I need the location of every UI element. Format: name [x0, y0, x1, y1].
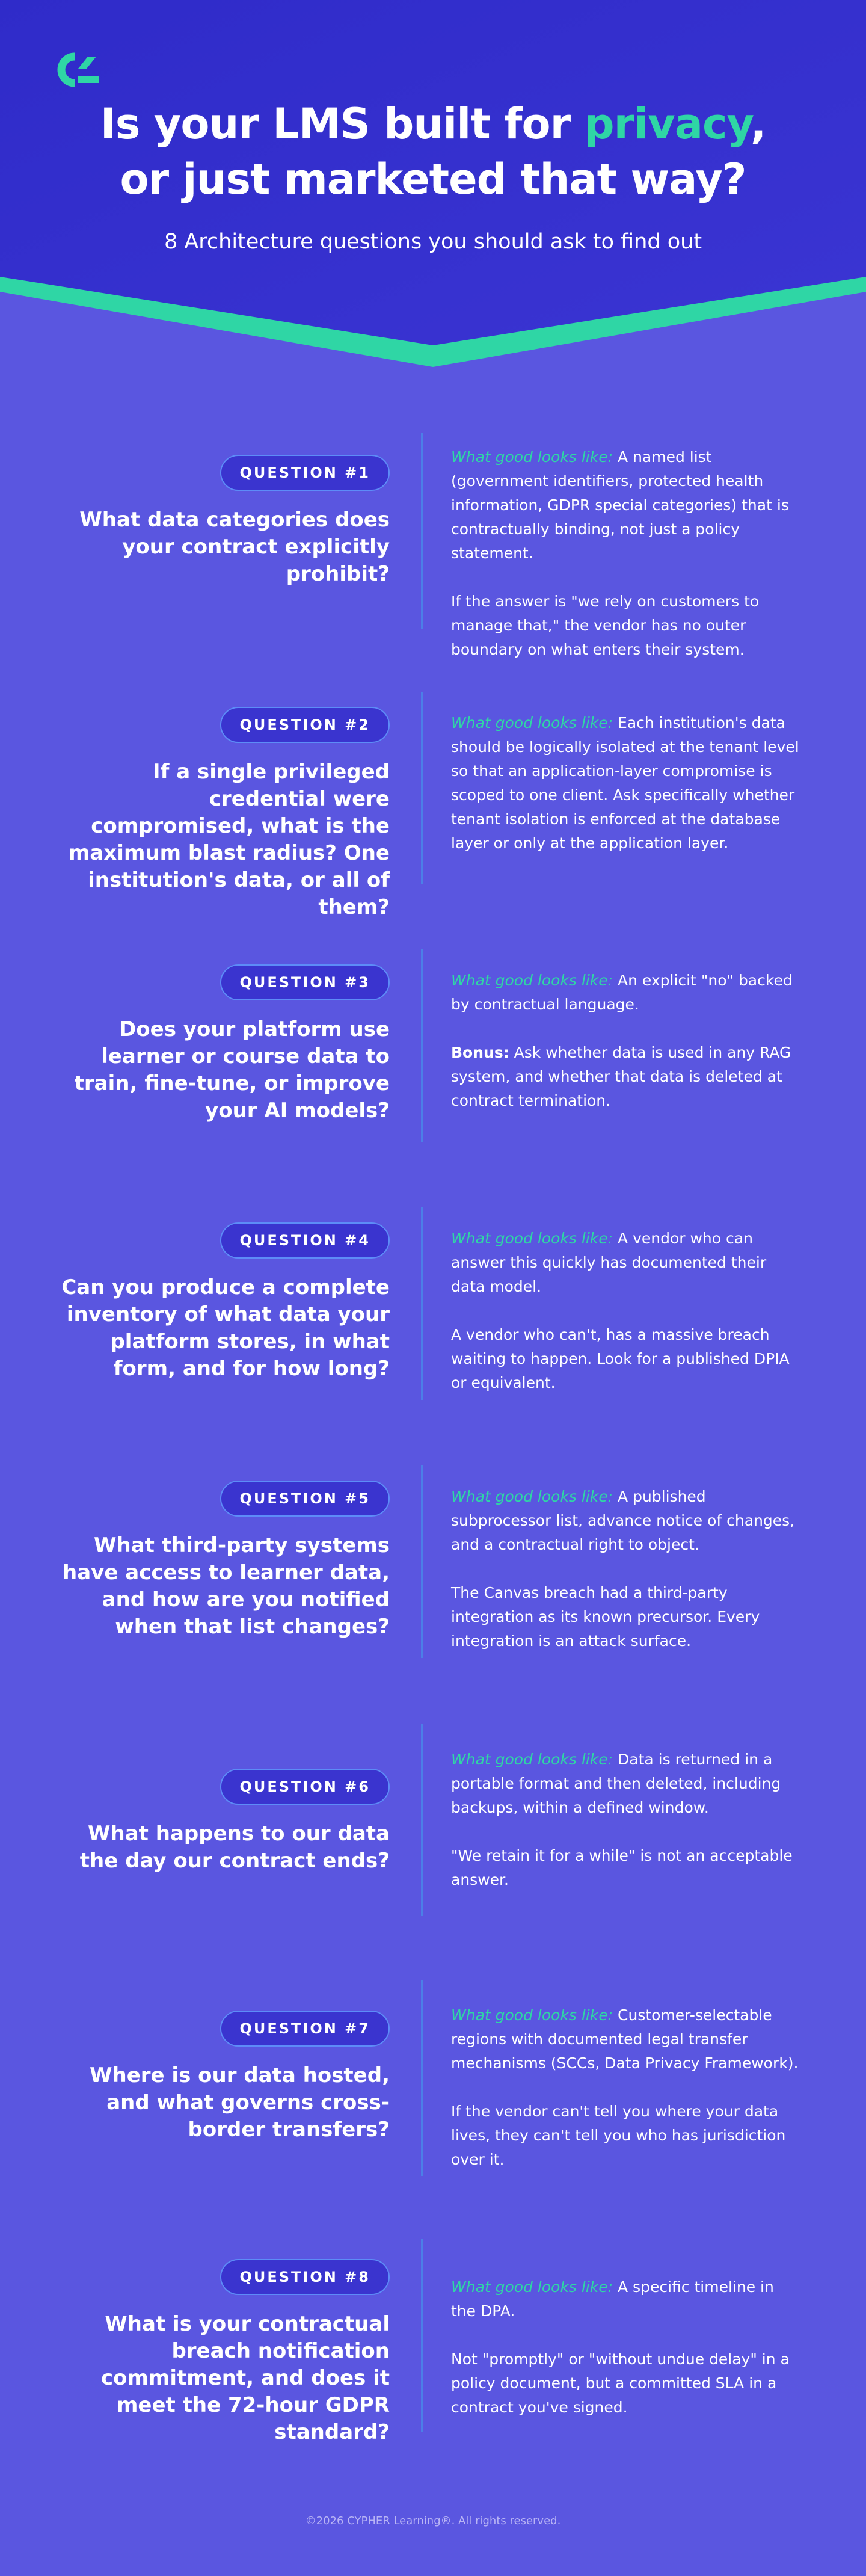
answer-panel	[451, 1227, 800, 1395]
extra-note-text: A vendor who can't, has a massive breach waiting to happen. Look for a published DPIA or equivalent.	[451, 1326, 790, 1391]
good-looks-like-text: A published subprocessor list, advance notice of changes, and a contractual right to object.	[451, 1488, 795, 1553]
question-block-4	[0, 1207, 866, 1400]
answer-panel	[451, 2003, 800, 2172]
question-text: What data categories does your contract explicitly prohibit?	[79, 508, 390, 586]
title-text-pre: Is your LMS built for	[100, 99, 585, 149]
good-answer-paragraph	[451, 1227, 800, 1299]
good-answer-paragraph	[451, 711, 800, 855]
good-looks-like-label: What good looks like:	[451, 972, 613, 989]
good-answer-paragraph	[451, 1748, 800, 1820]
extra-note-text: Not "promptly" or "without undue delay" in a policy document, but a committed SLA in a contract you've signed.	[451, 2350, 790, 2416]
title-line-1	[0, 96, 866, 152]
vertical-divider	[421, 949, 423, 1142]
extra-note-text: "We retain it for a while" is not an acceptable answer.	[451, 1847, 793, 1888]
title-text-post: ,	[750, 99, 766, 149]
good-looks-like-label: What good looks like:	[451, 1230, 613, 1247]
vertical-divider	[421, 1724, 423, 1916]
question-heading	[54, 455, 390, 588]
bonus-label: Bonus:	[451, 1044, 509, 1061]
question-badge: QUESTION #4	[220, 1222, 390, 1259]
answer-panel	[451, 1485, 800, 1653]
answer-panel	[451, 1748, 800, 1892]
extra-note-paragraph	[451, 2100, 800, 2172]
good-answer-paragraph	[451, 2003, 800, 2075]
question-text: Can you produce a complete inventory of what data your platform stores, in what form, and for how long?	[61, 1275, 390, 1381]
question-text: What is your contractual breach notification commitment, and does it meet the 72-hour GDPR standard?	[100, 2312, 390, 2444]
good-answer-paragraph	[451, 969, 800, 1017]
question-text: What third-party systems have access to learner data, and how are you notified when that list changes?	[63, 1533, 390, 1639]
extra-note-text: Ask whether data is used in any RAG system, and whether that data is deleted at contract termination.	[451, 1044, 791, 1109]
good-looks-like-label: What good looks like:	[451, 714, 613, 732]
question-block-3	[0, 949, 866, 1142]
good-looks-like-text: Data is returned in a portable format and then deleted, including backups, within a defined window.	[451, 1751, 781, 1816]
question-heading	[54, 707, 390, 921]
vertical-divider	[421, 2239, 423, 2432]
vertical-divider	[421, 433, 423, 629]
title-line-2: or just marketed that way?	[120, 155, 746, 204]
question-block-1	[0, 433, 866, 658]
good-looks-like-label: What good looks like:	[451, 2278, 613, 2296]
good-answer-paragraph	[451, 1485, 800, 1557]
question-badge: QUESTION #7	[220, 2011, 390, 2047]
good-answer-paragraph	[451, 2275, 800, 2323]
question-text: If a single privileged credential were compromised, what is the maximum blast radius? One institution's data, or all of them?	[69, 760, 390, 919]
good-looks-like-label: What good looks like:	[451, 1488, 613, 1505]
question-badge: QUESTION #3	[220, 964, 390, 1000]
vertical-divider	[421, 1207, 423, 1400]
answer-panel	[451, 969, 800, 1113]
question-badge: QUESTION #2	[220, 707, 390, 743]
answer-panel	[451, 445, 800, 662]
question-block-5	[0, 1465, 866, 1658]
question-heading	[54, 2011, 390, 2143]
extra-note-paragraph	[451, 1323, 800, 1395]
question-badge: QUESTION #5	[220, 1481, 390, 1517]
question-badge: QUESTION #8	[220, 2259, 390, 2295]
good-looks-like-label: What good looks like:	[451, 1751, 613, 1768]
good-looks-like-text: A named list (government identifiers, protected health information, GDPR special categories) that is contractually binding, not just a policy statement.	[451, 448, 789, 562]
good-looks-like-text: A specific timeline in the DPA.	[451, 2278, 774, 2320]
good-answer-paragraph	[451, 445, 800, 565]
question-block-7	[0, 1980, 866, 2176]
answer-panel	[451, 2275, 800, 2420]
extra-note-paragraph	[451, 590, 800, 662]
extra-note-paragraph	[451, 2347, 800, 2420]
extra-note-paragraph	[451, 1041, 800, 1113]
extra-note-text: If the answer is "we rely on customers to manage that," the vendor has no outer boundary on what enters their system.	[451, 593, 760, 658]
vertical-divider	[421, 692, 423, 884]
question-text: Does your platform use learner or course data to train, fine-tune, or improve your AI models?	[74, 1017, 390, 1123]
vertical-divider	[421, 1980, 423, 2176]
title-accent-word: privacy	[584, 99, 751, 149]
good-looks-like-text: Customer-selectable regions with documented legal transfer mechanisms (SCCs, Data Privacy Framework).	[451, 2006, 799, 2072]
question-badge: QUESTION #1	[220, 455, 390, 491]
footer-copyright: ©2026 CYPHER Learning®. All rights reserved.	[305, 2515, 561, 2527]
page-title	[0, 96, 866, 207]
question-heading	[54, 1769, 390, 1875]
extra-note-paragraph	[451, 1844, 800, 1892]
question-badge: QUESTION #6	[220, 1769, 390, 1805]
question-heading	[54, 964, 390, 1124]
vertical-divider	[421, 1465, 423, 1658]
page-subtitle: 8 Architecture questions you should ask to find out	[164, 230, 702, 254]
good-looks-like-text: A vendor who can answer this quickly has documented their data model.	[451, 1230, 767, 1295]
good-looks-like-text: Each institution's data should be logically isolated at the tenant level so that an application-layer compromise is scoped to one client. Ask specifically whether tenant isolation is enforced at the database layer or only at the application layer.	[451, 714, 799, 852]
question-heading	[54, 2259, 390, 2446]
brand-logo-icon	[52, 52, 101, 88]
question-heading	[54, 1222, 390, 1382]
question-text: Where is our data hosted, and what governs cross-border transfers?	[89, 2063, 390, 2142]
question-block-8	[0, 2239, 866, 2444]
question-block-2	[0, 692, 866, 919]
question-block-6	[0, 1724, 866, 1916]
question-text: What happens to our data the day our contract ends?	[79, 1822, 390, 1873]
extra-note-paragraph	[451, 1581, 800, 1653]
good-looks-like-label: What good looks like:	[451, 448, 613, 466]
answer-panel	[451, 711, 800, 855]
question-heading	[54, 1481, 390, 1641]
extra-note-text: If the vendor can't tell you where your data lives, they can't tell you who has jurisdiction over it.	[451, 2103, 786, 2168]
good-looks-like-label: What good looks like:	[451, 2006, 613, 2024]
extra-note-text: The Canvas breach had a third-party integration as its known precursor. Every integration is an attack surface.	[451, 1584, 760, 1650]
good-looks-like-text: An explicit "no" backed by contractual language.	[451, 972, 793, 1013]
hero-header	[0, 0, 866, 373]
